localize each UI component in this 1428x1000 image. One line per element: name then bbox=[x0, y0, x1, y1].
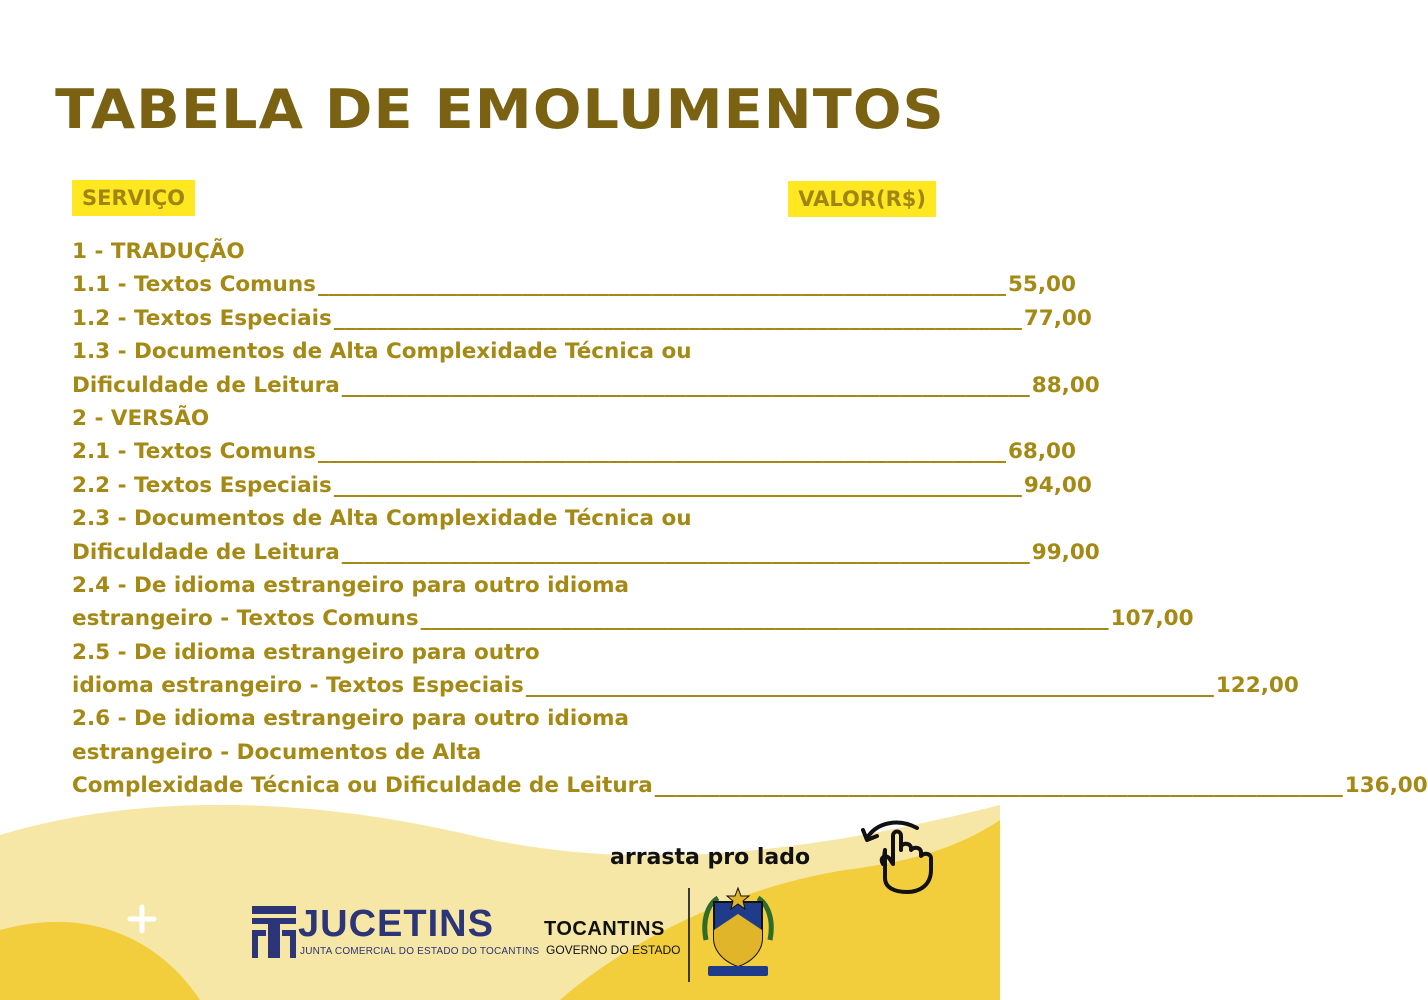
fee-line-text: 1.2 - Textos Especiais bbox=[72, 305, 332, 331]
fee-line-value: 55,00 bbox=[1007, 272, 1076, 298]
fee-line-text: idioma estrangeiro - Textos Especiais bbox=[72, 673, 524, 699]
fee-line-text: estrangeiro - Textos Comuns bbox=[72, 606, 419, 632]
fee-line-text: 2.4 - De idioma estrangeiro para outro idioma bbox=[72, 572, 629, 598]
fee-line bbox=[72, 235, 942, 268]
logo-divider bbox=[688, 888, 690, 982]
fee-line-text: Complexidade Técnica ou Dificuldade de Leitura bbox=[72, 773, 653, 799]
jucetins-subtitle: JUNTA COMERCIAL DO ESTADO DO TOCANTINS bbox=[300, 946, 540, 957]
fee-line-leader: ________________________________________________________________ bbox=[654, 773, 1343, 799]
fee-line-value: 122,00 bbox=[1215, 673, 1299, 699]
fee-line bbox=[72, 335, 942, 368]
page-title: TABELA DE EMOLUMENTOS bbox=[55, 78, 945, 141]
state-crest-icon bbox=[698, 880, 778, 980]
fee-line bbox=[72, 268, 1076, 301]
fee-line bbox=[72, 435, 1076, 468]
fee-line bbox=[72, 636, 942, 669]
fee-line-value: 94,00 bbox=[1023, 472, 1092, 498]
fee-line-leader: ________________________________________________________________ bbox=[333, 305, 1022, 331]
fee-line-text: 1.1 - Textos Comuns bbox=[72, 272, 316, 298]
fee-line bbox=[72, 702, 942, 735]
fee-line-leader: ________________________________________________________________ bbox=[317, 439, 1006, 465]
fee-line-value: 107,00 bbox=[1110, 606, 1194, 632]
fee-line bbox=[72, 736, 942, 769]
fee-line-text: Dificuldade de Leitura bbox=[72, 539, 340, 565]
fee-line-leader: ________________________________________________________________ bbox=[317, 272, 1006, 298]
fee-line-value: 88,00 bbox=[1031, 372, 1100, 398]
fee-line-text: 1 - TRADUÇÃO bbox=[72, 239, 245, 264]
fee-line-text: 2.2 - Textos Especiais bbox=[72, 472, 332, 498]
fee-line bbox=[72, 669, 1299, 702]
fee-line-value: 99,00 bbox=[1031, 539, 1100, 565]
fee-line-value: 136,00 bbox=[1344, 773, 1428, 799]
fee-line bbox=[72, 769, 1428, 802]
fee-line-text: 2 - VERSÃO bbox=[72, 405, 210, 431]
value-column-header: VALOR(R$) bbox=[788, 181, 936, 217]
swipe-hand-icon bbox=[855, 808, 945, 898]
jucetins-logo-icon bbox=[252, 906, 296, 958]
fee-line-leader: ________________________________________________________________ bbox=[341, 372, 1030, 398]
fee-line-leader: ________________________________________________________________ bbox=[525, 673, 1214, 699]
fee-line-text: 2.5 - De idioma estrangeiro para outro bbox=[72, 639, 540, 665]
fee-line-text: 2.6 - De idioma estrangeiro para outro idioma bbox=[72, 706, 629, 732]
jucetins-name: JUCETINS bbox=[298, 903, 494, 945]
swipe-hint: arrasta pro lado bbox=[610, 845, 811, 870]
tocantins-name: TOCANTINS bbox=[544, 918, 665, 940]
fee-line-text: 2.3 - Documentos de Alta Complexidade Técnica ou bbox=[72, 506, 692, 532]
fee-line bbox=[72, 302, 1092, 335]
fee-line bbox=[72, 569, 942, 602]
fee-line-value: 68,00 bbox=[1007, 439, 1076, 465]
fee-line-text: 1.3 - Documentos de Alta Complexidade Técnica ou bbox=[72, 339, 692, 365]
fee-line-text: Dificuldade de Leitura bbox=[72, 372, 340, 398]
fee-line bbox=[72, 369, 1100, 402]
fee-line bbox=[72, 502, 942, 535]
fee-line-leader: ________________________________________________________________ bbox=[333, 472, 1022, 498]
fee-line-leader: ________________________________________________________________ bbox=[420, 606, 1109, 632]
fee-line bbox=[72, 536, 1100, 569]
fee-line bbox=[72, 602, 1194, 635]
fee-line-text: 2.1 - Textos Comuns bbox=[72, 439, 316, 465]
service-column-header: SERVIÇO bbox=[72, 180, 195, 216]
fee-line-text: estrangeiro - Documentos de Alta bbox=[72, 739, 482, 765]
tocantins-subtitle: GOVERNO DO ESTADO bbox=[546, 943, 681, 957]
fee-line-leader: ________________________________________________________________ bbox=[341, 539, 1030, 565]
fee-line bbox=[72, 469, 1092, 502]
fee-line-value: 77,00 bbox=[1023, 305, 1092, 331]
fee-line bbox=[72, 402, 942, 435]
sparkle-icon bbox=[128, 905, 156, 933]
fee-list bbox=[72, 235, 1428, 803]
